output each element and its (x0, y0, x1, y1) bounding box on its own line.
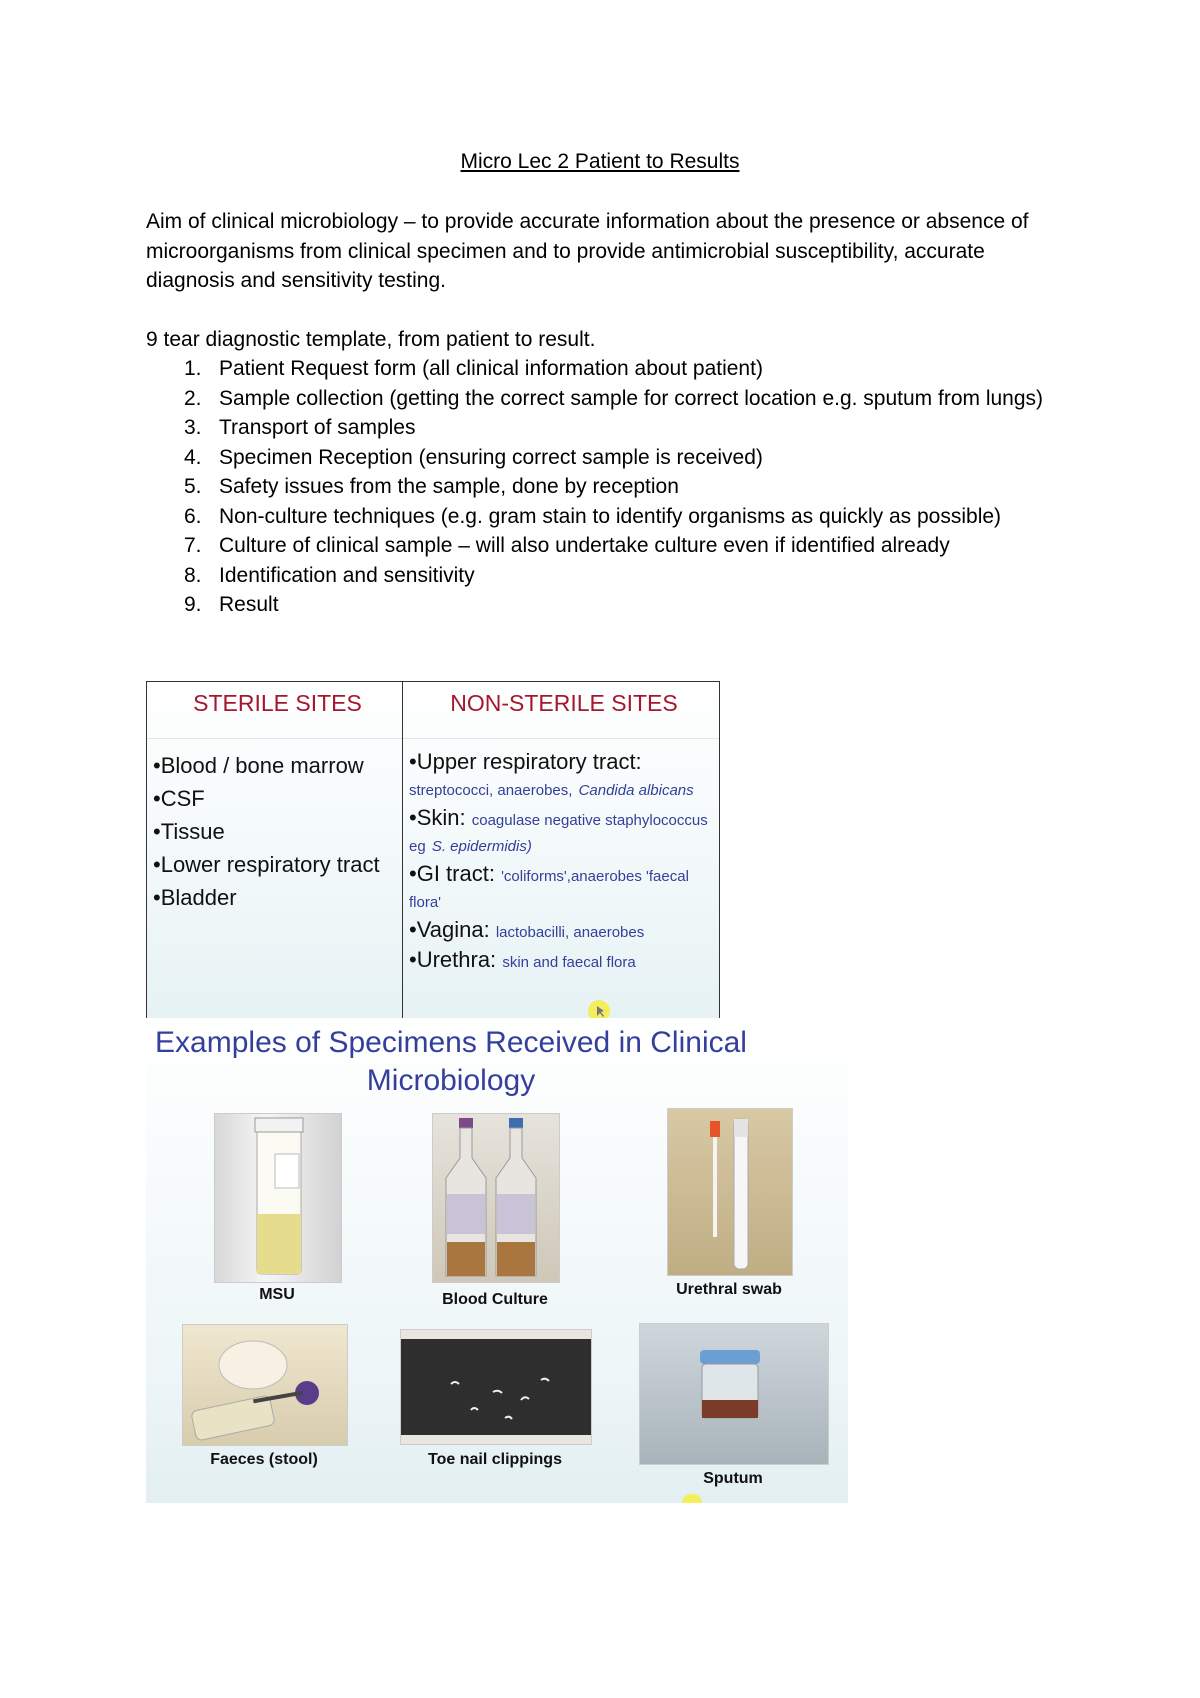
specimens-title: Examples of Specimens Received in Clinical Microbiology (155, 1026, 747, 1097)
aim-paragraph: Aim of clinical microbiology – to provide accurate information about the presence or absence of microorganisms from clinical specimen and to provide antimicrobial susceptibility, accurate diagnosis and sensitivity testing. (146, 210, 1029, 292)
list-item: •GI tract: 'coliforms',anaerobes 'faecal flora' (409, 861, 689, 911)
list-item: •Urethra: skin and faecal flora (409, 947, 636, 972)
list-item: 7. Culture of clinical sample – will also undertake culture even if identified already (184, 534, 950, 557)
blood-culture-photo (432, 1113, 560, 1283)
sterile-column (147, 682, 403, 1018)
list-item: 6. Non-culture techniques (e.g. gram stain to identify organisms as quickly as possible) (184, 504, 1002, 528)
nonsterile-column (403, 682, 719, 1018)
list-item: •Upper respiratory tract: streptococci, anaerobes, Candida albicans (409, 749, 694, 799)
list-item: •Bladder (153, 885, 237, 910)
nonsterile-list (409, 749, 715, 977)
sterile-header: STERILE SITES (193, 690, 362, 716)
sputum-caption: Sputum (703, 1470, 763, 1487)
document-title: Micro Lec 2 Patient to Results (460, 150, 740, 173)
msu-caption: MSU (259, 1286, 295, 1303)
blood-culture-caption: Blood Culture (442, 1291, 548, 1308)
nonsterile-header: NON-STERILE SITES (450, 690, 678, 716)
intro-line: 9 tear diagnostic template, from patient to result. (146, 328, 596, 351)
urethral-swab-caption: Urethral swab (676, 1281, 782, 1298)
list-item: •Blood / bone marrow (153, 753, 364, 778)
faeces-photo (182, 1324, 348, 1446)
list-item: 9. Result (184, 593, 279, 616)
list-item: 2. Sample collection (getting the correct sample for correct location e.g. sputum from lungs) (184, 386, 1044, 410)
specimens-slide (146, 1018, 848, 1503)
diagnostic-steps-list (146, 354, 1066, 620)
list-item: 5. Safety issues from the sample, done by reception (184, 475, 679, 498)
urethral-swab-photo (667, 1108, 793, 1276)
sterile-list (153, 749, 398, 914)
toe-nail-caption: Toe nail clippings (428, 1451, 562, 1468)
list-item: 4. Specimen Reception (ensuring correct sample is received) (184, 445, 763, 469)
sites-table-slide (146, 681, 720, 1018)
list-item: 8. Identification and sensitivity (184, 563, 475, 587)
list-item: •Tissue (153, 819, 225, 844)
toe-nail-photo (400, 1329, 592, 1445)
faeces-caption: Faeces (stool) (210, 1451, 318, 1468)
list-item: •Lower respiratory tract (153, 852, 380, 877)
msu-photo (214, 1113, 342, 1283)
list-item: •Vagina: lactobacilli, anaerobes (409, 917, 645, 942)
pointer-highlight-icon (682, 1494, 702, 1503)
list-item: •Skin: coagulase negative staphylococcus eg S. epidermidis) (409, 805, 708, 855)
list-item: 3. Transport of samples (184, 416, 416, 439)
sputum-photo (639, 1323, 829, 1465)
list-item: •CSF (153, 786, 205, 811)
list-item: 1. Patient Request form (all clinical information about patient) (184, 357, 763, 380)
